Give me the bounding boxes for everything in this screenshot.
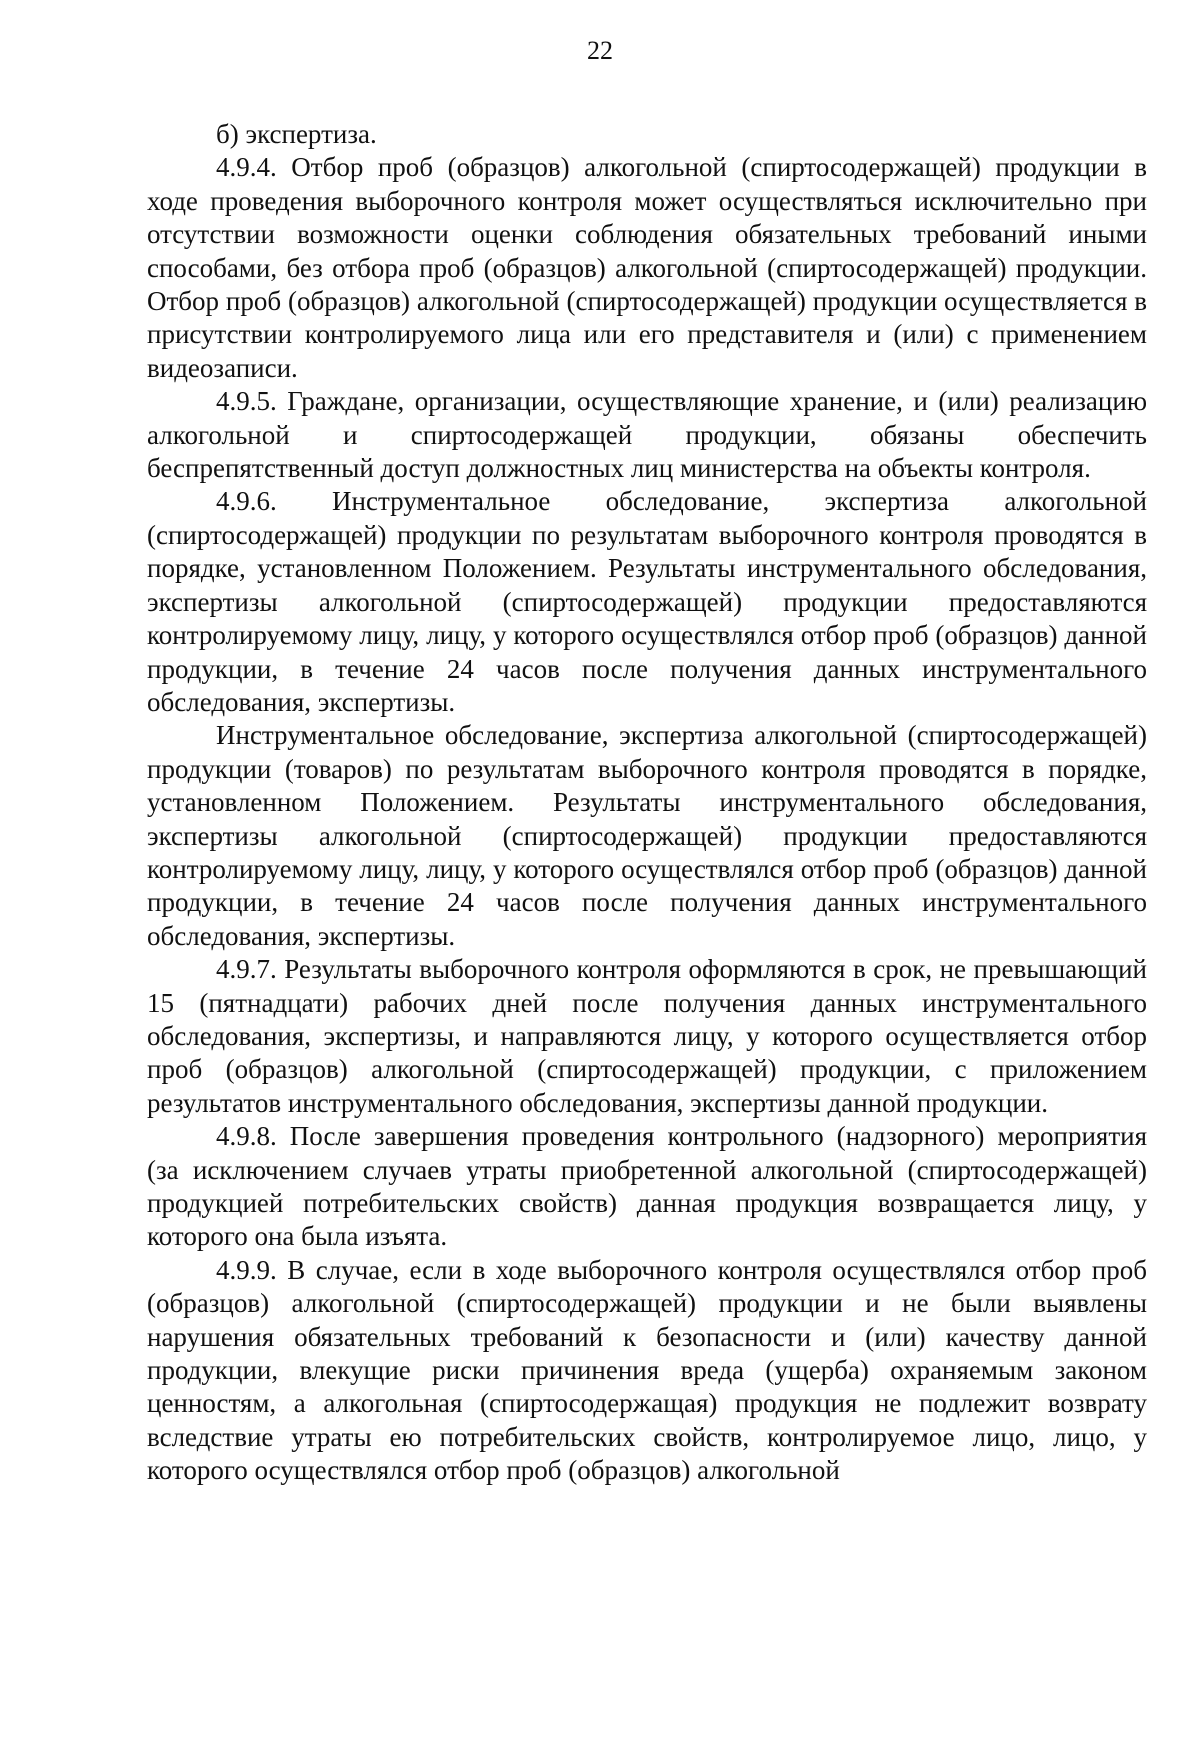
paragraph-4-9-6-repeat: Инструментальное обследование, экспертиза алкогольной (спиртосодержащей) продукции (товаров) по результатам выборочного контроля проводятся в порядке, установленном Положением. Результаты инструментального обследования, экспертизы алкогольной (спиртосодержащей) продукции предоставляются контролируемому лицу, лицу, у которого осуществлялся отбор проб (образцов) данной продукции, в течение 24 часов после получения данных инструментального обследования, экспертизы. xyxy=(147,720,1147,951)
paragraph-4-9-5: 4.9.5. Граждане, организации, осуществляющие хранение, и (или) реализацию алкогольной и спиртосодержащей продукции, обязаны обеспечить беспрепятственный доступ должностных лиц министерства на объекты контроля. xyxy=(147,386,1147,484)
page-number: 22 xyxy=(587,36,613,65)
paragraph-4-9-7: 4.9.7. Результаты выборочного контроля оформляются в срок, не превышающий 15 (пятнадцати) рабочих дней после получения данных инструментального обследования, экспертизы, и направляются лицу, у которого осуществляется отбор проб (образцов) алкогольной (спиртосодержащей) продукции, с приложением результатов инструментального обследования, экспертизы данной продукции. xyxy=(147,954,1147,1118)
paragraph-item-b: б) экспертиза. xyxy=(216,119,377,149)
document-body xyxy=(147,118,1147,1488)
paragraph-4-9-6: 4.9.6. Инструментальное обследование, экспертиза алкогольной (спиртосодержащей) продукции по результатам выборочного контроля проводятся в порядке, установленном Положением. Результаты инструментального обследования, экспертизы алкогольной (спиртосодержащей) продукции предоставляются контролируемому лицу, лицу, у которого осуществлялся отбор проб (образцов) данной продукции, в течение 24 часов после получения данных инструментального обследования, экспертизы. xyxy=(147,486,1147,717)
paragraph-4-9-8: 4.9.8. После завершения проведения контрольного (надзорного) мероприятия (за исключением случаев утраты приобретенной алкогольной (спиртосодержащей) продукцией потребительских свойств) данная продукция возвращается лицу, у которого она была изъята. xyxy=(147,1121,1147,1252)
paragraph-4-9-9: 4.9.9. В случае, если в ходе выборочного контроля осуществлялся отбор проб (образцов) алкогольной (спиртосодержащей) продукции и не были выявлены нарушения обязательных требований к безопасности и (или) качеству данной продукции, влекущие риски причинения вреда (ущерба) охраняемым законом ценностям, а алкогольная (спиртосодержащая) продукция не подлежит возврату вследствие утраты ею потребительских свойств, контролируемое лицо, лицо, у которого осуществлялся отбор проб (образцов) алкогольной xyxy=(147,1254,1147,1486)
paragraph-4-9-4: 4.9.4. Отбор проб (образцов) алкогольной (спиртосодержащей) продукции в ходе проведения выборочного контроля может осуществляться исключительно при отсутствии возможности оценки соблюдения обязательных требований иными способами, без отбора проб (образцов) алкогольной (спиртосодержащей) продукции. Отбор проб (образцов) алкогольной (спиртосодержащей) продукции осуществляется в присутствии контролируемого лица или его представителя и (или) с применением видеозаписи. xyxy=(147,152,1147,383)
